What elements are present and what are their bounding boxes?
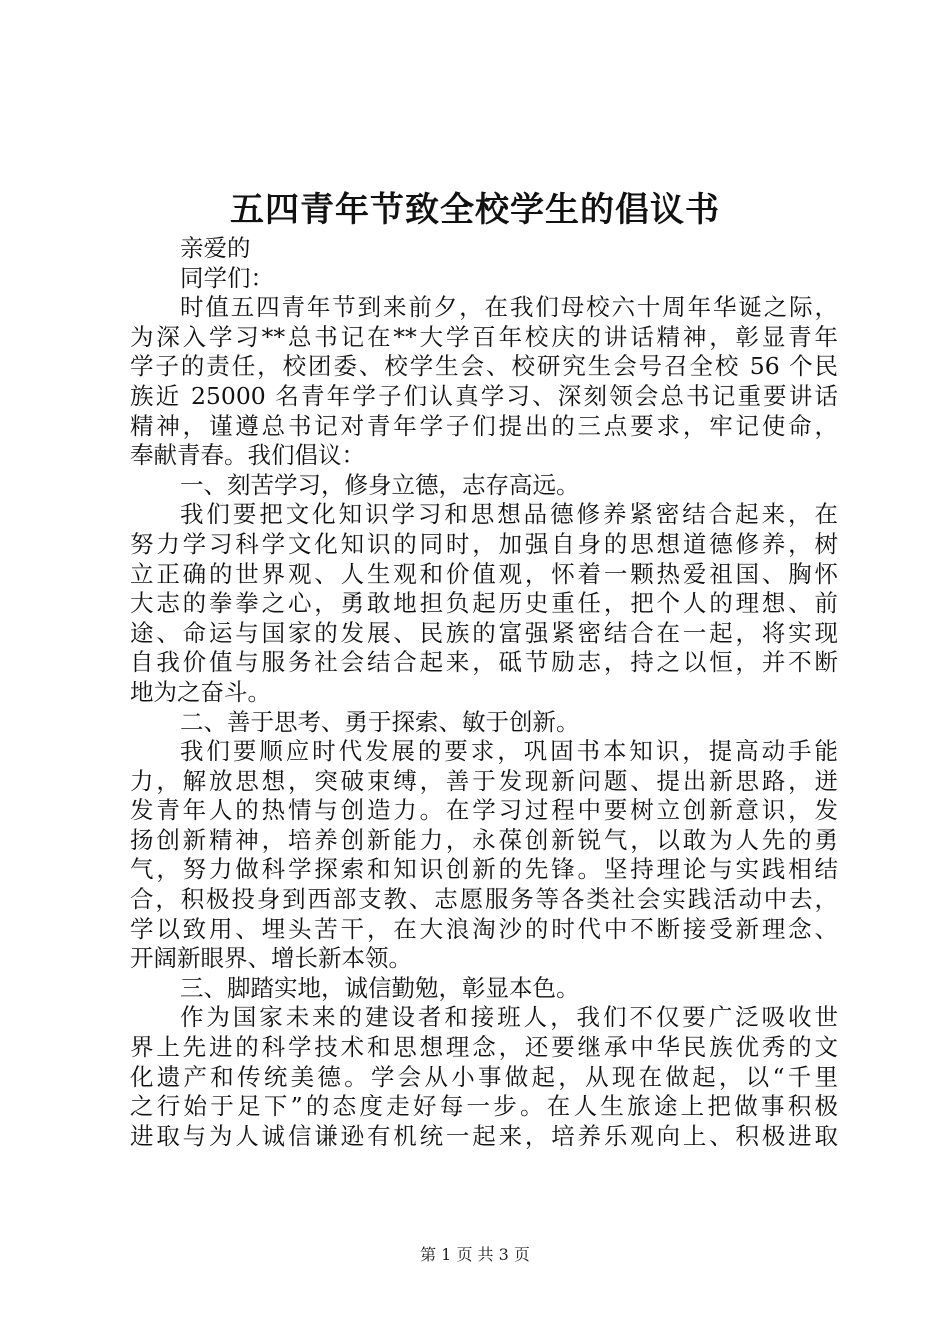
text-line: 气，努力做科学探索和知识创新的先锋。坚持理论与实践相结 [130,855,838,884]
text-line: 大志的拳拳之心，勇敢地担负起历史重任，把个人的理想、前 [130,589,838,618]
text-line: 二、善于思考、勇于探索、敏于创新。 [180,707,580,736]
text-line: 进取与为人诚信谦逊有机统一起来，培养乐观向上、积极进取 [130,1121,838,1150]
text-line: 自我价值与服务社会结合起来，砥节励志，持之以恒，并不断 [130,648,838,677]
text-line: 合，积极投身到西部支教、志愿服务等各类社会实践活动中去， [130,885,838,914]
document-title: 五四青年节致全校学生的倡议书 [230,190,720,230]
text-line: 扬创新精神，培养创新能力，永葆创新锐气，以敢为人先的勇 [130,825,838,854]
text-line: 立正确的世界观、人生观和价值观，怀着一颗热爱祖国、胸怀 [130,559,838,588]
text-line: 化遗产和传统美德。学会从小事做起，从现在做起，以“千里 [130,1062,838,1091]
text-line: 努力学习科学文化知识的同时，加强自身的思想道德修养，树 [130,529,838,558]
text-line: 精神，谨遵总书记对青年学子们提出的三点要求，牢记使命， [130,411,838,440]
text-line: 界上先进的科学技术和思想理念，还要继承中华民族优秀的文 [130,1033,838,1062]
text-line: 一、刻苦学习，修身立德，志存高远。 [180,470,580,499]
text-line: 地为之奋斗。 [130,677,271,706]
text-line: 我们要顺应时代发展的要求，巩固书本知识，提高动手能 [180,737,838,766]
text-line: 学子的责任，校团委、校学生会、校研究生会号召全校 56 个民 [130,352,838,381]
text-line: 力，解放思想，突破束缚，善于发现新问题、提出新思路，迸 [130,766,838,795]
text-line: 之行始于足下”的态度走好每一步。在人生旅途上把做事积极 [130,1092,838,1121]
text-line: 开阔新眼界、增长新本领。 [130,944,412,973]
text-line: 时值五四青年节到来前夕，在我们母校六十周年华诞之际， [180,293,838,322]
text-line: 奉献青春。我们倡议： [130,441,365,470]
text-line: 族近 25000 名青年学子们认真学习、深刻领会总书记重要讲话 [130,381,838,410]
text-line: 学以致用、埋头苦干，在大浪淘沙的时代中不断接受新理念、 [130,914,838,943]
text-line: 同学们： [180,263,274,292]
text-line: 三、脚踏实地，诚信勤勉，彰显本色。 [180,973,580,1002]
text-line: 途、命运与国家的发展、民族的富强紧密结合在一起，将实现 [130,618,838,647]
text-line: 我们要把文化知识学习和思想品德修养紧密结合起来，在 [180,500,838,529]
page-footer: 第 1 页 共 3 页 [420,1245,530,1264]
text-line: 为深入学习**总书记在**大学百年校庆的讲话精神，彰显青年 [130,322,838,351]
document-body [130,234,838,1151]
text-line: 亲爱的 [180,234,251,262]
text-line: 发青年人的热情与创造力。在学习过程中要树立创新意识，发 [130,796,838,825]
text-line: 作为国家未来的建设者和接班人，我们不仅要广泛吸收世 [180,1003,838,1032]
